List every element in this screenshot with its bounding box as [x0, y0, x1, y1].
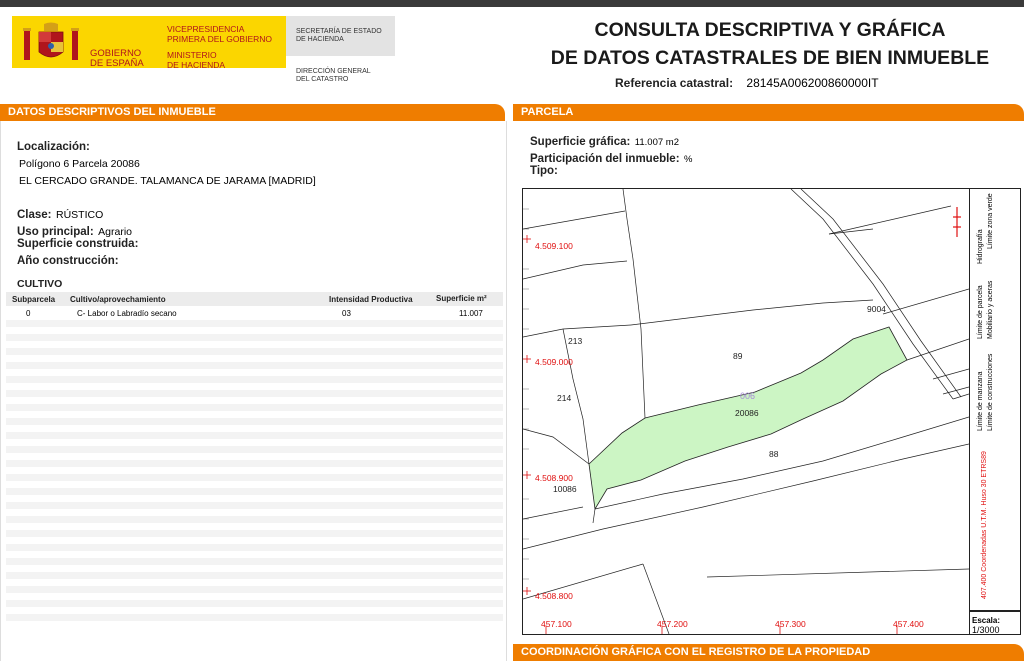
empty-row [6, 460, 503, 467]
empty-row [6, 579, 503, 586]
vice-line1: VICEPRESIDENCIA [167, 24, 245, 34]
empty-row [6, 467, 503, 474]
col-cultivo: Cultivo/aprovechamiento [70, 295, 166, 304]
col-intensidad: Intensidad Productiva [329, 295, 413, 304]
empty-row [6, 614, 503, 621]
descriptive-data-body [0, 121, 507, 661]
empty-row [6, 537, 503, 544]
participacion-value: % [684, 154, 693, 165]
anio-construccion-label: Año construcción: [17, 255, 119, 267]
cultivo-table-header [6, 292, 503, 306]
legend-item-zona-verde: Límite zona verde [987, 193, 994, 249]
cultivo-title: CULTIVO [17, 278, 63, 290]
document-title-line2: DE DATOS CATASTRALES DE BIEN INMUEBLE [550, 47, 990, 69]
empty-row [6, 383, 503, 390]
superficie-grafica-label: Superficie gráfica: [530, 136, 631, 148]
parcel-label-10086: 10086 [553, 484, 577, 494]
tipo-label: Tipo: [530, 165, 558, 177]
empty-row [6, 418, 503, 425]
min-line2: DE HACIENDA [167, 59, 226, 70]
empty-row [6, 432, 503, 439]
empty-row [6, 446, 503, 453]
government-logo-block [12, 16, 395, 83]
sec-name [296, 28, 382, 44]
empty-row [6, 523, 503, 530]
y-label-4: 4.508.800 [535, 591, 573, 601]
empty-row [6, 509, 503, 516]
superficie-grafica-row [530, 132, 679, 150]
descriptive-data-header: DATOS DESCRIPTIVOS DEL INMUEBLE [0, 104, 505, 121]
highlighted-parcel[interactable] [589, 327, 907, 509]
scale-label: Escala: [972, 616, 1001, 625]
logo-grey-band [286, 16, 395, 56]
empty-row [6, 544, 503, 551]
parcel-label-213: 213 [568, 336, 583, 346]
empty-row [6, 565, 503, 572]
location-label: Localización: [17, 141, 90, 153]
gov-name [90, 49, 144, 69]
col-subparcela: Subparcela [12, 295, 56, 304]
logo-yellow-band [12, 16, 286, 68]
parcel-label-89: 89 [733, 351, 743, 361]
cell-intensidad: 03 [342, 309, 351, 318]
clase-label: Clase: [17, 209, 52, 221]
clase-value: RÚSTICO [55, 209, 104, 221]
col-superficie: Superficie m² [436, 294, 487, 303]
empty-row [6, 362, 503, 369]
cadastral-map[interactable] [522, 188, 970, 635]
vice-name [167, 25, 272, 44]
empty-row [6, 390, 503, 397]
y-label-2: 4.509.000 [535, 357, 573, 367]
cell-subparcela: 0 [26, 309, 31, 318]
empty-row [6, 495, 503, 502]
legend-item-mobiliario: Mobiliario y aceras [987, 280, 994, 339]
table-row [6, 306, 503, 320]
scale-value: 1/3000 [972, 625, 1000, 635]
cultivo-table [6, 292, 503, 657]
top-bar [0, 0, 1024, 7]
dir-line2: DEL CATASTRO [296, 76, 349, 83]
map-legend [969, 188, 1021, 612]
directorate-name [296, 68, 371, 84]
legend-item-construcciones: Límite de construcciones [987, 353, 994, 431]
empty-row [6, 439, 503, 446]
superficie-grafica-value: 11.007 m2 [634, 137, 679, 148]
empty-row [6, 586, 503, 593]
cadastral-reference [615, 76, 879, 90]
empty-row [6, 621, 503, 628]
empty-row [6, 453, 503, 460]
min-line1: MINISTERIO [167, 50, 217, 60]
empty-row [6, 593, 503, 600]
empty-row [6, 425, 503, 432]
x-label-4: 457.400 [893, 619, 924, 629]
cell-superficie: 11.007 [459, 309, 483, 318]
empty-row [6, 551, 503, 558]
empty-row [6, 474, 503, 481]
gov-line1: GOBIERNO [90, 48, 142, 59]
empty-row [6, 607, 503, 614]
uso-value: Agrario [98, 226, 132, 238]
empty-row [6, 376, 503, 383]
map-scale [969, 610, 1021, 635]
empty-row [6, 369, 503, 376]
legend-item-parcel: Límite de parcela [977, 285, 984, 339]
parcel-label-006: 006 [740, 391, 756, 401]
parcel-label-20086: 20086 [735, 408, 759, 418]
empty-row [6, 488, 503, 495]
empty-row [6, 404, 503, 411]
sec-line1: SECRETARÍA DE ESTADO [296, 28, 382, 35]
empty-row [6, 334, 503, 341]
coordinacion-header: COORDINACIÓN GRÁFICA CON EL REGISTRO DE LA PROPIEDAD [513, 644, 1024, 661]
descriptive-data-panel [0, 104, 505, 661]
dir-line1: DIRECCIÓN GENERAL [296, 68, 371, 75]
empty-row [6, 572, 503, 579]
parcel-label-88: 88 [769, 449, 779, 459]
ministry-name [167, 51, 225, 70]
map-drawing [523, 189, 969, 634]
parcel-header: PARCELA [513, 104, 1024, 121]
gov-line2: DE ESPAÑA [90, 58, 144, 69]
y-label-1: 4.509.100 [535, 241, 573, 251]
table-empty-rows [6, 320, 503, 628]
parcel-label-9004: 9004 [867, 304, 886, 314]
sec-line2: DE HACIENDA [296, 36, 344, 43]
empty-row [6, 327, 503, 334]
clase-row [17, 205, 103, 223]
location-line1: Polígono 6 Parcela 20086 [19, 158, 140, 170]
empty-row [6, 411, 503, 418]
empty-row [6, 320, 503, 327]
empty-row [6, 348, 503, 355]
parcel-label-214: 214 [557, 393, 572, 403]
legend-item-manzana: Límite de manzana [977, 371, 984, 431]
uso-label: Uso principal: [17, 226, 94, 238]
document-title-line1: CONSULTA DESCRIPTIVA Y GRÁFICA [594, 19, 946, 41]
empty-row [6, 481, 503, 488]
cell-cultivo: C- Labor o Labradío secano [77, 309, 177, 318]
empty-row [6, 397, 503, 404]
superficie-construida-label: Superficie construida: [17, 238, 139, 250]
coat-of-arms-icon [22, 22, 80, 64]
x-label-1: 457.100 [541, 619, 572, 629]
ref-value[interactable]: 28145A006200860000IT [746, 76, 879, 90]
coordinates-note: 407.400 Coordenadas U.T.M. Huso 30 ETRS89 [981, 451, 988, 599]
y-label-3: 4.508.900 [535, 473, 573, 483]
ref-label: Referencia catastral: [615, 76, 734, 90]
empty-row [6, 502, 503, 509]
x-label-2: 457.200 [657, 619, 688, 629]
participacion-label: Participación del inmueble: [530, 153, 680, 165]
x-label-3: 457.300 [775, 619, 806, 629]
legend-item-hidrografia: Hidrografía [977, 229, 984, 264]
location-line2: EL CERCADO GRANDE. TALAMANCA DE JARAMA [MADRID] [19, 175, 316, 187]
empty-row [6, 558, 503, 565]
empty-row [6, 341, 503, 348]
empty-row [6, 516, 503, 523]
vice-line2: PRIMERA DEL GOBIERNO [167, 33, 273, 44]
empty-row [6, 355, 503, 362]
empty-row [6, 530, 503, 537]
empty-row [6, 600, 503, 607]
